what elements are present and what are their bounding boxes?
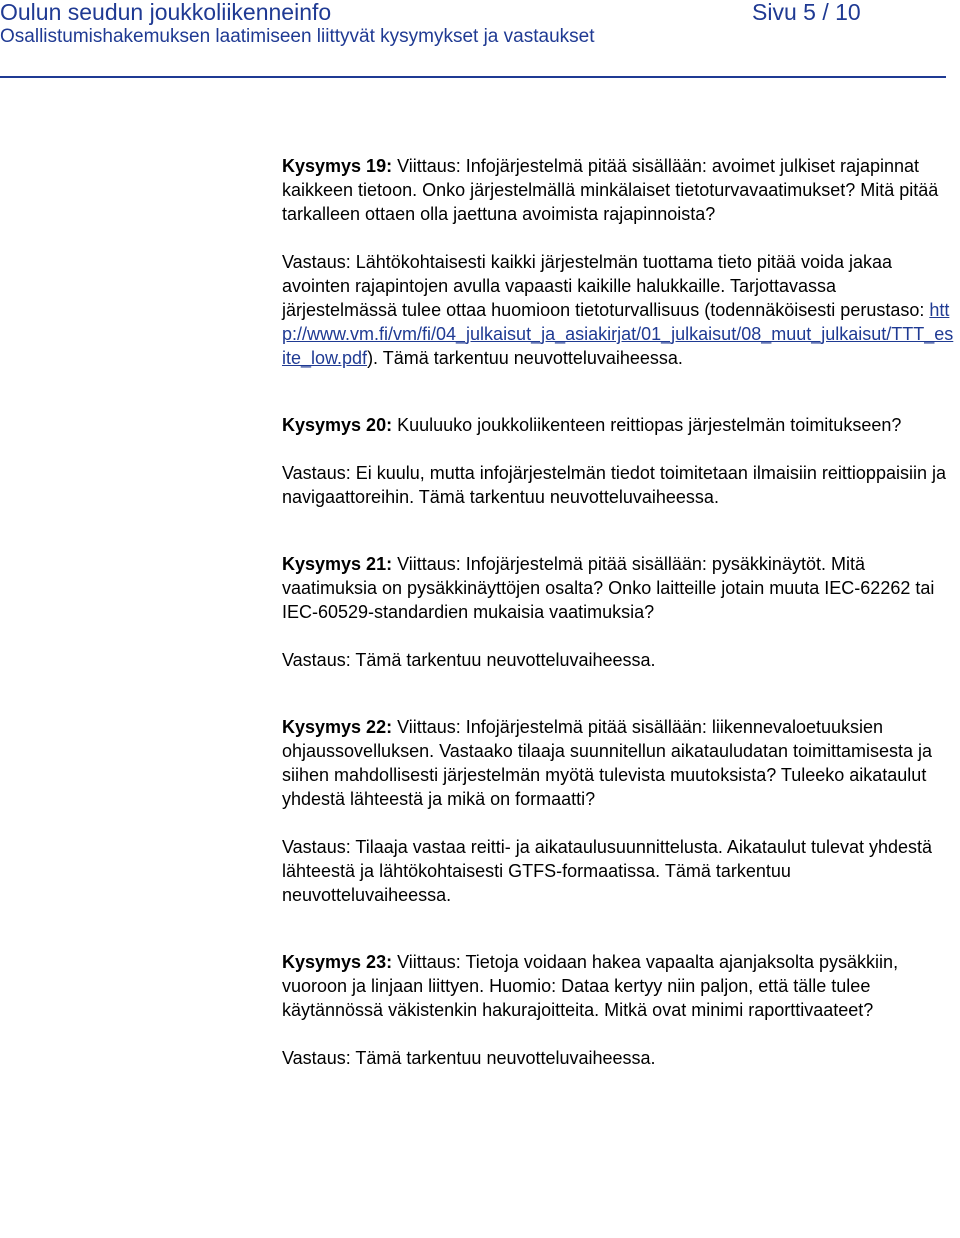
question-label: Kysymys 19: (282, 156, 393, 176)
page-header (0, 0, 960, 80)
question-label: Kysymys 20: (282, 415, 393, 435)
page-number: Sivu 5 / 10 (752, 0, 861, 25)
question-19 (282, 154, 956, 226)
qa-item-20 (282, 413, 956, 509)
question-21 (282, 552, 956, 624)
question-20 (282, 413, 956, 437)
document-title: Oulun seudun joukkoliikenneinfo (0, 0, 332, 25)
question-text: Viittaus: Tietoja voidaan hakea vapaalta ajanjaksolta pysäkkiin, vuoroon ja linjaan liittyen. Huomio: Dataa kertyy niin paljon, että tälle tulee käytännössä väkistenkin hakurajoitteita. Mitkä ovat minimi raporttivaateet? (282, 952, 899, 1020)
qa-content (282, 154, 956, 1070)
header-divider (0, 76, 946, 78)
document-subtitle: Osallistumishakemuksen laatimiseen liittyvät kysymykset ja vastaukset (0, 26, 595, 47)
question-label: Kysymys 21: (282, 554, 393, 574)
question-text: Viittaus: Infojärjestelmä pitää sisällään: avoimet julkiset rajapinnat kaikkeen tietoon. Onko järjestelmällä minkälaiset tietoturvavaatimukset? Mitä pitää tarkalleen ottaen olla jaettuna avoimista rajapinnoista? (282, 156, 939, 224)
answer-text: Vastaus: Lähtökohtaisesti kaikki järjestelmän tuottama tieto pitää voida jakaa avointen rajapintojen avulla vapaasti kaikille halukkaille. Tarjottavassa järjestelmässä tulee ottaa huomioon tietoturvallisuus (todennäköisesti perustaso: (282, 252, 930, 320)
question-label: Kysymys 23: (282, 952, 393, 972)
answer-21: Vastaus: Tämä tarkentuu neuvotteluvaiheessa. (282, 650, 656, 670)
question-23 (282, 950, 956, 1022)
answer-19 (282, 250, 956, 370)
qa-item-23 (282, 950, 956, 1070)
answer-23: Vastaus: Tämä tarkentuu neuvotteluvaiheessa. (282, 1048, 656, 1068)
question-text: Viittaus: Infojärjestelmä pitää sisällään: pysäkkinäytöt. Mitä vaatimuksia on pysäkkinäyttöjen osalta? Onko laitteille jotain muuta IEC-62262 tai IEC-60529-standardien mukaisia vaatimuksia? (282, 554, 935, 622)
qa-item-21 (282, 552, 956, 672)
question-text: Viittaus: Infojärjestelmä pitää sisällään: liikennevaloetuuksien ohjaussovelluksen. Vastaako tilaaja suunnitellun aikatauludatan toimittamisesta ja siihen mahdollisesti järjestelmän myötä tulevista muutoksista? Tuleeko aikataulut yhdestä lähteestä ja mikä on formaatti? (282, 717, 933, 809)
question-text: Kuuluuko joukkoliikenteen reittiopas järjestelmän toimitukseen? (392, 415, 902, 435)
answer-20: Vastaus: Ei kuulu, mutta infojärjestelmän tiedot toimitetaan ilmaisiin reittioppaisiin ja navigaattoreihin. Tämä tarkentuu neuvotteluvaiheessa. (282, 463, 946, 507)
qa-item-19 (282, 154, 956, 370)
answer-text-end: ). Tämä tarkentuu neuvotteluvaiheessa. (367, 348, 683, 368)
qa-item-22 (282, 715, 956, 907)
answer-22: Vastaus: Tilaaja vastaa reitti- ja aikataulusuunnittelusta. Aikataulut tulevat yhdestä lähteestä ja lähtökohtaisesti GTFS-formaatissa. Tämä tarkentuu neuvotteluvaiheessa. (282, 837, 933, 905)
question-22 (282, 715, 956, 811)
question-label: Kysymys 22: (282, 717, 393, 737)
security-guide-link[interactable]: http://www.vm.fi/vm/fi/04_julkaisut_ja_asiakirjat/01_julkaisut/08_muut_julkaisut/TTT_esite_low.pdf (282, 300, 954, 368)
